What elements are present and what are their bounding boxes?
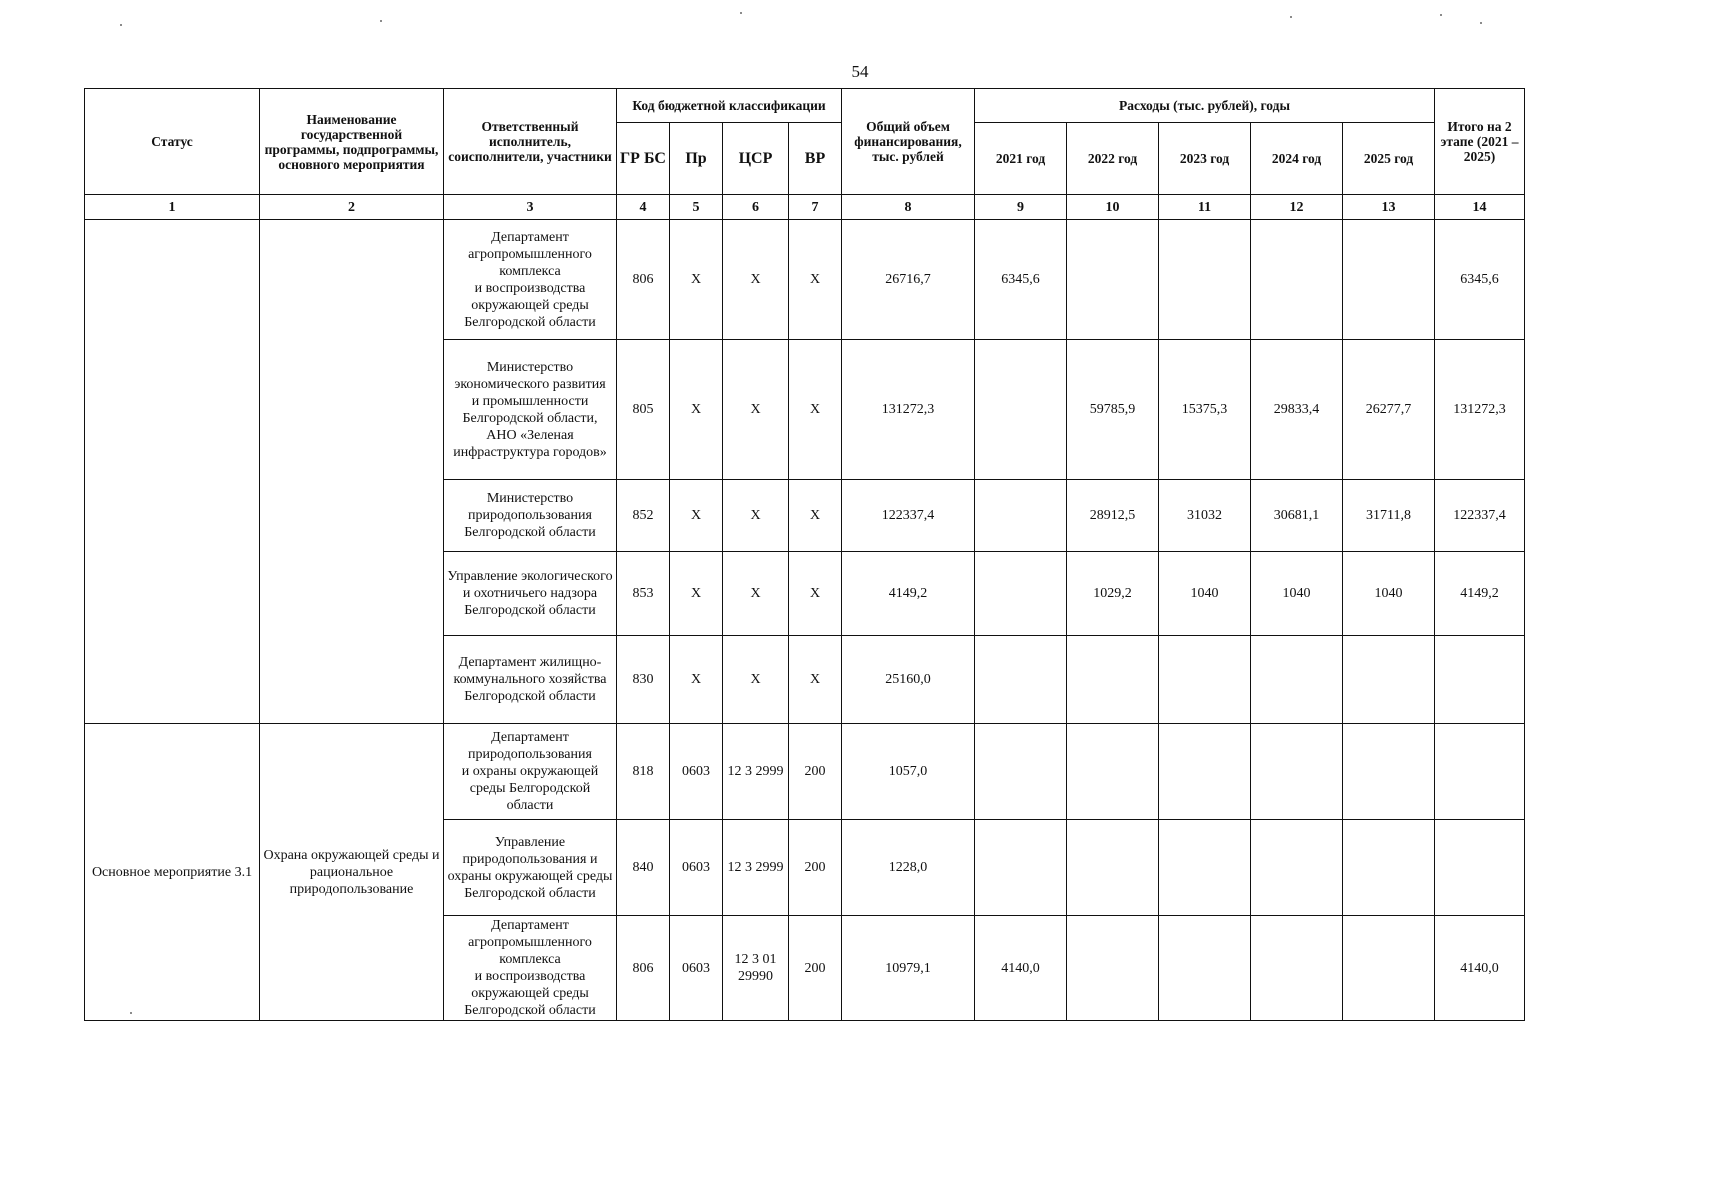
pr-cell: 0603 — [670, 820, 723, 916]
pr-cell: Х — [670, 552, 723, 636]
year-2025-cell — [1343, 916, 1435, 1021]
year-2024-cell: 29833,4 — [1251, 340, 1343, 480]
year-2023-cell — [1159, 916, 1251, 1021]
vr-cell: 200 — [789, 724, 842, 820]
column-number: 3 — [444, 195, 617, 220]
pr-cell: 0603 — [670, 724, 723, 820]
csr-cell: Х — [723, 552, 789, 636]
year-2024-cell: 1040 — [1251, 552, 1343, 636]
year-2023-cell: 15375,3 — [1159, 340, 1251, 480]
grbs-cell: 852 — [617, 480, 670, 552]
program-name-cell — [260, 220, 444, 724]
header-grbs: ГР БС — [617, 123, 670, 195]
year-2023-cell — [1159, 820, 1251, 916]
column-number: 6 — [723, 195, 789, 220]
year-2022-cell — [1067, 724, 1159, 820]
year-2021-cell — [975, 340, 1067, 480]
header-total-volume: Общий объем финансирования, тыс. рублей — [842, 89, 975, 195]
csr-cell: 12 3 2999 — [723, 724, 789, 820]
table-row — [85, 220, 1525, 340]
column-number: 11 — [1159, 195, 1251, 220]
status-cell — [85, 220, 260, 724]
year-2021-cell: 4140,0 — [975, 916, 1067, 1021]
scan-speck — [1440, 14, 1442, 16]
year-2022-cell: 1029,2 — [1067, 552, 1159, 636]
grbs-cell: 818 — [617, 724, 670, 820]
header-vr: ВР — [789, 123, 842, 195]
year-2021-cell: 6345,6 — [975, 220, 1067, 340]
grbs-cell: 805 — [617, 340, 670, 480]
year-2024-cell — [1251, 220, 1343, 340]
year-2025-cell: 26277,7 — [1343, 340, 1435, 480]
stage-total-cell: 131272,3 — [1435, 340, 1525, 480]
total-cell: 131272,3 — [842, 340, 975, 480]
year-2021-cell — [975, 820, 1067, 916]
year-2024-cell — [1251, 724, 1343, 820]
total-cell: 1057,0 — [842, 724, 975, 820]
page-number: 54 — [851, 62, 869, 81]
column-number: 5 — [670, 195, 723, 220]
csr-cell: Х — [723, 636, 789, 724]
grbs-cell: 853 — [617, 552, 670, 636]
header-budget-code: Код бюджетной классификации — [617, 89, 842, 123]
column-number: 1 — [85, 195, 260, 220]
header-year-2023: 2023 год — [1159, 123, 1251, 195]
pr-cell: Х — [670, 220, 723, 340]
vr-cell: Х — [789, 552, 842, 636]
grbs-cell: 840 — [617, 820, 670, 916]
header-program-name: Наименование государственной программы, подпрограммы, основного мероприятия — [260, 89, 444, 195]
header-executor: Ответственный исполнитель, соисполнители, участники — [444, 89, 617, 195]
year-2023-cell: 1040 — [1159, 552, 1251, 636]
stage-total-cell — [1435, 724, 1525, 820]
column-number: 8 — [842, 195, 975, 220]
column-number: 2 — [260, 195, 444, 220]
column-number-row — [85, 195, 1525, 220]
executor-cell: Департамент жилищно-коммунального хозяйства Белгородской области — [444, 636, 617, 724]
scan-speck — [120, 24, 122, 26]
csr-cell: Х — [723, 340, 789, 480]
year-2021-cell — [975, 480, 1067, 552]
year-2022-cell — [1067, 916, 1159, 1021]
year-2022-cell — [1067, 636, 1159, 724]
header-pr: Пр — [670, 123, 723, 195]
vr-cell: Х — [789, 636, 842, 724]
executor-cell: Министерство экономического развития и промышленности Белгородской области, АНО «Зеленая инфраструктура городов» — [444, 340, 617, 480]
program-name-cell: Охрана окружающей среды и рациональное природопользование — [260, 724, 444, 1021]
year-2024-cell — [1251, 916, 1343, 1021]
table-row — [85, 724, 1525, 820]
year-2021-cell — [975, 552, 1067, 636]
total-cell: 1228,0 — [842, 820, 975, 916]
year-2025-cell: 31711,8 — [1343, 480, 1435, 552]
grbs-cell: 806 — [617, 916, 670, 1021]
year-2025-cell: 1040 — [1343, 552, 1435, 636]
grbs-cell: 830 — [617, 636, 670, 724]
csr-cell: Х — [723, 220, 789, 340]
column-number: 14 — [1435, 195, 1525, 220]
total-cell: 26716,7 — [842, 220, 975, 340]
scan-speck — [1480, 22, 1482, 24]
column-number: 12 — [1251, 195, 1343, 220]
stage-total-cell: 4140,0 — [1435, 916, 1525, 1021]
year-2024-cell: 30681,1 — [1251, 480, 1343, 552]
pr-cell: Х — [670, 340, 723, 480]
scan-speck — [130, 1012, 132, 1014]
budget-table — [84, 88, 1525, 1021]
column-number: 13 — [1343, 195, 1435, 220]
column-number: 4 — [617, 195, 670, 220]
executor-cell: Департамент агропромышленного комплекса и воспроизводства окружающей среды Белгородской области — [444, 220, 617, 340]
total-cell: 4149,2 — [842, 552, 975, 636]
column-number: 9 — [975, 195, 1067, 220]
year-2025-cell — [1343, 724, 1435, 820]
year-2021-cell — [975, 724, 1067, 820]
executor-cell: Департамент природопользования и охраны окружающей среды Белгородской области — [444, 724, 617, 820]
executor-cell: Управление природопользования и охраны окружающей среды Белгородской области — [444, 820, 617, 916]
header-status: Статус — [85, 89, 260, 195]
scan-speck — [1290, 16, 1292, 18]
year-2021-cell — [975, 636, 1067, 724]
year-2023-cell — [1159, 636, 1251, 724]
executor-cell: Министерство природопользования Белгородской области — [444, 480, 617, 552]
stage-total-cell: 4149,2 — [1435, 552, 1525, 636]
year-2022-cell: 59785,9 — [1067, 340, 1159, 480]
total-cell: 122337,4 — [842, 480, 975, 552]
total-cell: 25160,0 — [842, 636, 975, 724]
pr-cell: Х — [670, 636, 723, 724]
pr-cell: 0603 — [670, 916, 723, 1021]
vr-cell: 200 — [789, 820, 842, 916]
year-2025-cell — [1343, 636, 1435, 724]
vr-cell: Х — [789, 480, 842, 552]
pr-cell: Х — [670, 480, 723, 552]
csr-cell: 12 3 2999 — [723, 820, 789, 916]
status-cell: Основное мероприятие 3.1 — [85, 724, 260, 1021]
header-year-2024: 2024 год — [1251, 123, 1343, 195]
header-expenses: Расходы (тыс. рублей), годы — [975, 89, 1435, 123]
year-2024-cell — [1251, 636, 1343, 724]
header-csr: ЦСР — [723, 123, 789, 195]
year-2024-cell — [1251, 820, 1343, 916]
stage-total-cell: 6345,6 — [1435, 220, 1525, 340]
year-2022-cell — [1067, 820, 1159, 916]
year-2023-cell — [1159, 220, 1251, 340]
vr-cell: Х — [789, 340, 842, 480]
stage-total-cell — [1435, 820, 1525, 916]
executor-cell: Управление экологического и охотничьего надзора Белгородской области — [444, 552, 617, 636]
stage-total-cell: 122337,4 — [1435, 480, 1525, 552]
vr-cell: Х — [789, 220, 842, 340]
csr-cell: Х — [723, 480, 789, 552]
year-2022-cell — [1067, 220, 1159, 340]
scan-speck — [380, 20, 382, 22]
scan-speck — [740, 12, 742, 14]
year-2022-cell: 28912,5 — [1067, 480, 1159, 552]
total-cell: 10979,1 — [842, 916, 975, 1021]
header-stage-total: Итого на 2 этапе (2021 – 2025) — [1435, 89, 1525, 195]
vr-cell: 200 — [789, 916, 842, 1021]
year-2025-cell — [1343, 820, 1435, 916]
executor-cell: Департамент агропромышленного комплекса и воспроизводства окружающей среды Белгородской области — [444, 916, 617, 1021]
header-year-2021: 2021 год — [975, 123, 1067, 195]
year-2025-cell — [1343, 220, 1435, 340]
csr-cell: 12 3 01 29990 — [723, 916, 789, 1021]
year-2023-cell: 31032 — [1159, 480, 1251, 552]
header-year-2025: 2025 год — [1343, 123, 1435, 195]
header-year-2022: 2022 год — [1067, 123, 1159, 195]
year-2023-cell — [1159, 724, 1251, 820]
stage-total-cell — [1435, 636, 1525, 724]
column-number: 7 — [789, 195, 842, 220]
column-number: 10 — [1067, 195, 1159, 220]
grbs-cell: 806 — [617, 220, 670, 340]
